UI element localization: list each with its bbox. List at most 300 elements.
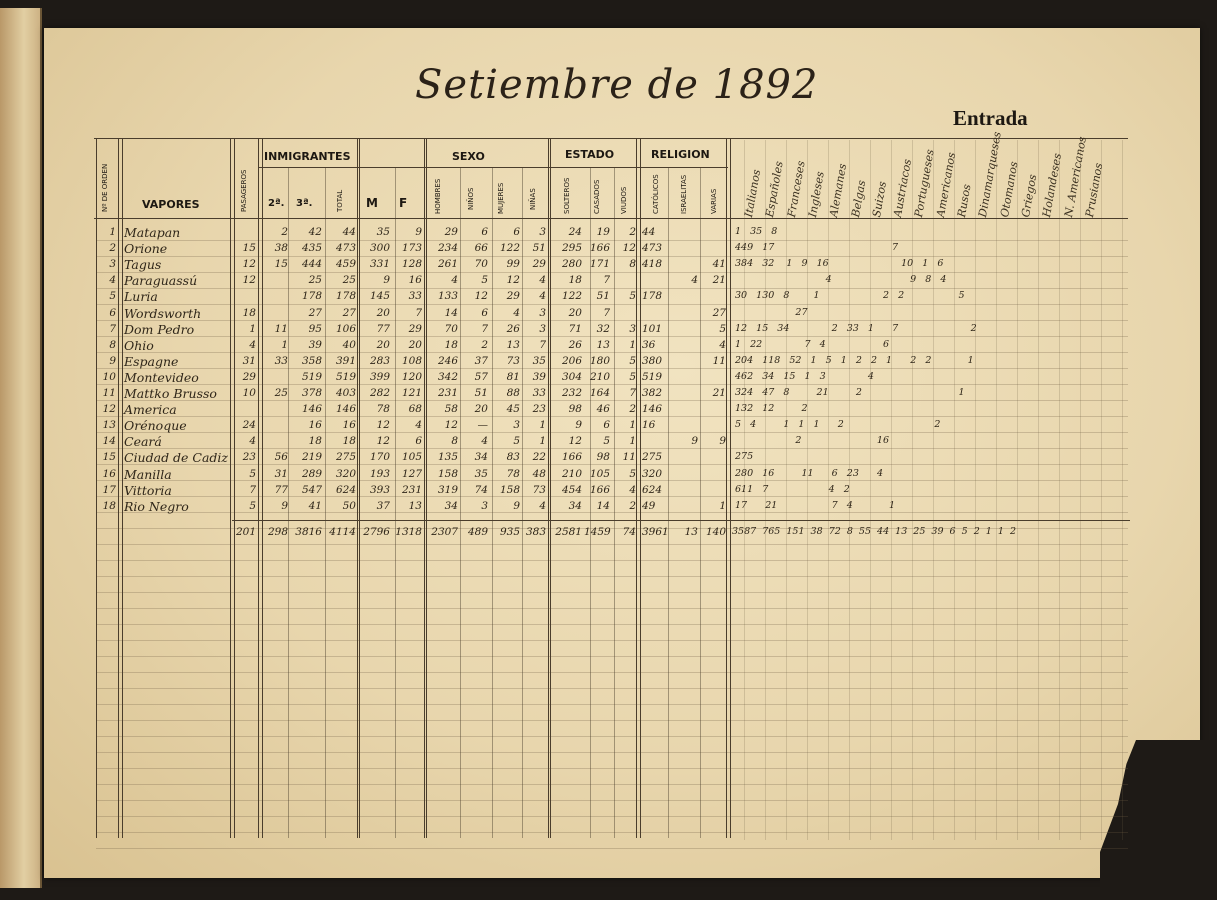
row-10-tot: 519 xyxy=(335,370,356,383)
row-10-f: 120 xyxy=(401,370,422,383)
row-11-c2: 25 xyxy=(274,387,288,399)
row-14-c3: 18 xyxy=(308,435,322,448)
row-13-n: 13 xyxy=(102,419,116,432)
row-7-pas: 1 xyxy=(249,322,256,335)
row-1-sol: 24 xyxy=(568,226,582,238)
row-10-n: 10 xyxy=(102,370,116,383)
row-13-cas: 6 xyxy=(603,419,610,432)
row-1-tot: 44 xyxy=(342,226,356,238)
row-16-viu: 5 xyxy=(629,467,636,480)
row-15-nationality-counts: 275 xyxy=(735,451,754,463)
row-18-m: 37 xyxy=(376,499,390,512)
row-18-nia: 4 xyxy=(539,499,546,512)
row-13-sol: 9 xyxy=(575,419,582,432)
row-2-cat: 473 xyxy=(642,242,663,255)
header-mujeres: MUJERES xyxy=(497,182,505,214)
row-5-f: 33 xyxy=(408,290,422,303)
row-14-ship-name: Ceará xyxy=(124,434,162,450)
row-15-c3: 219 xyxy=(301,451,322,464)
totals-m: 2796 xyxy=(363,526,390,538)
row-11-sol: 232 xyxy=(561,387,582,399)
header-sexo: SEXO xyxy=(452,150,485,163)
row-13-pas: 24 xyxy=(242,419,256,432)
row-14-nin: 4 xyxy=(481,435,488,448)
row-10-cas: 210 xyxy=(589,370,610,383)
nationality-holandeses: Holandeses xyxy=(1040,152,1065,219)
row-13-hom: 12 xyxy=(444,419,458,432)
row-17-tot: 624 xyxy=(335,483,356,496)
row-14-isr: 9 xyxy=(691,435,698,448)
row-9-c2: 33 xyxy=(274,354,288,367)
row-5-sol: 122 xyxy=(561,290,582,303)
header-sexo-f: F xyxy=(399,196,408,210)
row-15-m: 170 xyxy=(369,451,390,464)
row-6-var: 27 xyxy=(712,306,726,319)
row-5-cas: 51 xyxy=(596,290,610,303)
rule-totals xyxy=(232,520,1130,521)
row-18-cat: 49 xyxy=(642,499,656,512)
nationality-portugueses: Portugueses xyxy=(912,148,938,219)
row-15-n: 15 xyxy=(102,451,116,464)
totals-nia: 383 xyxy=(525,526,546,538)
row-10-hom: 342 xyxy=(437,370,458,383)
row-3-tot: 459 xyxy=(335,258,356,271)
header-religion: RELIGION xyxy=(651,148,710,161)
row-11-viu: 7 xyxy=(629,387,636,399)
row-8-viu: 1 xyxy=(629,338,636,351)
row-17-c2: 77 xyxy=(274,483,288,496)
ledger-row xyxy=(96,290,1126,306)
row-9-m: 283 xyxy=(369,354,390,367)
row-18-c2: 9 xyxy=(281,499,288,512)
row-4-pas: 12 xyxy=(242,274,256,287)
grid-line xyxy=(96,544,1128,545)
totals-c3: 3816 xyxy=(295,526,322,538)
row-2-tot: 473 xyxy=(335,242,356,255)
grid-line xyxy=(96,592,1128,593)
row-10-pas: 29 xyxy=(242,370,256,383)
row-3-var: 41 xyxy=(712,258,726,271)
nationality-espa-oles: Españoles xyxy=(763,160,786,219)
row-4-n: 4 xyxy=(109,274,116,287)
row-13-ship-name: Orénoque xyxy=(124,418,187,434)
row-4-nia: 4 xyxy=(539,274,546,287)
header-inmigrantes: INMIGRANTES xyxy=(264,150,351,163)
row-10-ship-name: Montevideo xyxy=(124,369,199,385)
row-3-cas: 171 xyxy=(589,258,610,271)
grid-line xyxy=(96,752,1128,753)
totals-tot: 4114 xyxy=(329,526,356,538)
row-10-c3: 519 xyxy=(301,370,322,383)
row-2-c3: 435 xyxy=(301,242,322,255)
row-7-cat: 101 xyxy=(642,322,663,335)
row-3-nin: 70 xyxy=(474,258,488,271)
row-13-nationality-counts: 5 4 1 1 1 2 2 xyxy=(735,419,941,431)
nationality-belgas: Belgas xyxy=(848,179,868,219)
row-6-pas: 18 xyxy=(242,306,256,319)
row-11-n: 11 xyxy=(102,387,116,399)
row-10-viu: 5 xyxy=(629,370,636,383)
row-4-tot: 25 xyxy=(342,274,356,287)
row-14-var: 9 xyxy=(719,435,726,448)
row-18-n: 18 xyxy=(102,499,116,512)
row-16-nin: 35 xyxy=(474,467,488,480)
row-12-cas: 46 xyxy=(596,403,610,416)
row-13-viu: 1 xyxy=(629,419,636,432)
row-9-viu: 5 xyxy=(629,354,636,367)
nationality-ingleses: Ingleses xyxy=(805,170,827,219)
row-16-n: 16 xyxy=(102,467,116,480)
totals-isr: 13 xyxy=(684,526,698,538)
row-8-sol: 26 xyxy=(568,338,582,351)
row-5-hom: 133 xyxy=(437,290,458,303)
row-16-pas: 5 xyxy=(249,467,256,480)
row-17-viu: 4 xyxy=(629,483,636,496)
totals-cas: 1459 xyxy=(584,526,611,538)
row-5-ship-name: Luria xyxy=(124,289,158,305)
row-8-hom: 18 xyxy=(444,338,458,351)
row-8-var: 4 xyxy=(719,338,726,351)
row-16-ship-name: Manilla xyxy=(124,466,172,482)
row-17-muj: 158 xyxy=(499,483,520,496)
row-17-cat: 624 xyxy=(642,483,663,496)
row-11-nin: 51 xyxy=(474,387,488,399)
row-6-c3: 27 xyxy=(308,306,322,319)
row-9-cas: 180 xyxy=(589,354,610,367)
row-2-muj: 122 xyxy=(499,242,520,255)
row-5-viu: 5 xyxy=(629,290,636,303)
rule-inmigrantes xyxy=(258,167,357,168)
grid-line xyxy=(96,688,1128,689)
row-14-nationality-counts: 2 16 xyxy=(735,435,890,447)
entrada-label: Entrada xyxy=(953,106,1028,130)
row-9-nia: 35 xyxy=(532,354,546,367)
row-15-c2: 56 xyxy=(274,451,288,464)
grid-line xyxy=(96,608,1128,609)
row-11-f: 121 xyxy=(401,387,422,399)
row-15-cas: 98 xyxy=(596,451,610,464)
row-6-sol: 20 xyxy=(568,306,582,319)
row-15-tot: 275 xyxy=(335,451,356,464)
row-10-nin: 57 xyxy=(474,370,488,383)
nationality-italianos: Italianos xyxy=(742,168,764,219)
row-6-tot: 27 xyxy=(342,306,356,319)
row-7-viu: 3 xyxy=(629,322,636,335)
row-9-var: 11 xyxy=(712,354,726,367)
row-11-hom: 231 xyxy=(437,387,458,399)
row-3-f: 128 xyxy=(401,258,422,271)
row-15-muj: 83 xyxy=(506,451,520,464)
row-15-cat: 275 xyxy=(642,451,663,464)
row-12-nia: 23 xyxy=(532,403,546,416)
row-14-cas: 5 xyxy=(603,435,610,448)
grid-line xyxy=(96,704,1128,705)
row-7-nia: 3 xyxy=(539,322,546,335)
nationality-austriacos: Austriacos xyxy=(891,158,915,219)
row-2-nationality-counts: 449 17 7 xyxy=(735,242,899,254)
row-17-nin: 74 xyxy=(474,483,488,496)
nationality-rusos: Rusos xyxy=(955,183,974,219)
row-12-nin: 20 xyxy=(474,403,488,416)
row-14-hom: 8 xyxy=(451,435,458,448)
row-1-ship-name: Matapan xyxy=(124,225,181,240)
row-7-nin: 7 xyxy=(481,322,488,335)
row-4-c3: 25 xyxy=(308,274,322,287)
row-12-m: 78 xyxy=(376,403,390,416)
row-8-cat: 36 xyxy=(642,338,656,351)
row-7-m: 77 xyxy=(376,322,390,335)
row-2-n: 2 xyxy=(109,242,116,255)
row-6-muj: 4 xyxy=(513,306,520,319)
row-10-muj: 81 xyxy=(506,370,520,383)
row-2-cas: 166 xyxy=(589,242,610,255)
row-6-hom: 14 xyxy=(444,306,458,319)
row-8-nia: 7 xyxy=(539,338,546,351)
row-9-f: 108 xyxy=(401,354,422,367)
row-18-var: 1 xyxy=(719,499,726,512)
row-3-c2: 15 xyxy=(274,258,288,271)
row-14-muj: 5 xyxy=(513,435,520,448)
row-6-cas: 7 xyxy=(603,306,610,319)
grid-line xyxy=(96,800,1128,801)
row-3-sol: 280 xyxy=(561,258,582,271)
row-12-n: 12 xyxy=(102,403,116,416)
row-1-nin: 6 xyxy=(481,226,488,238)
row-6-n: 6 xyxy=(109,306,116,319)
row-10-sol: 304 xyxy=(561,370,582,383)
row-11-nationality-counts: 324 47 8 21 2 1 xyxy=(735,387,965,398)
ledger-title: Setiembre de 1892 xyxy=(415,62,819,108)
row-1-c3: 42 xyxy=(308,226,322,238)
row-13-m: 12 xyxy=(376,419,390,432)
header-ninos: NIÑOS xyxy=(467,187,475,210)
row-2-ship-name: Orione xyxy=(124,241,168,257)
row-14-sol: 12 xyxy=(568,435,582,448)
totals-nationality-counts: 3587 765 151 38 72 8 55 44 13 25 39 6 5 2 1 1 2 xyxy=(732,526,1017,537)
header-hombres: HOMBRES xyxy=(434,178,442,214)
row-16-cas: 105 xyxy=(589,467,610,480)
row-2-hom: 234 xyxy=(437,242,458,255)
row-11-cas: 164 xyxy=(589,387,610,399)
row-13-tot: 16 xyxy=(342,419,356,432)
row-9-nationality-counts: 204 118 52 1 5 1 2 2 1 2 2 1 xyxy=(735,354,974,366)
row-4-nationality-counts: 4 9 8 4 xyxy=(735,274,947,286)
row-11-cat: 382 xyxy=(642,387,663,399)
row-12-c3: 146 xyxy=(301,403,322,416)
grid-line xyxy=(96,672,1128,673)
row-11-c3: 378 xyxy=(301,387,322,399)
header-inm-total: TOTAL xyxy=(336,189,344,212)
row-17-m: 393 xyxy=(369,483,390,496)
row-11-m: 282 xyxy=(369,387,390,399)
row-1-m: 35 xyxy=(376,226,390,238)
row-5-c3: 178 xyxy=(301,290,322,303)
row-6-nin: 6 xyxy=(481,306,488,319)
row-2-nia: 51 xyxy=(532,242,546,255)
row-14-m: 12 xyxy=(376,435,390,448)
row-3-muj: 99 xyxy=(506,258,520,271)
row-17-nationality-counts: 611 7 4 2 xyxy=(735,483,850,495)
header-catolicos: CATÓLICOS xyxy=(652,174,660,214)
header-estado: ESTADO xyxy=(565,148,615,161)
row-2-c2: 38 xyxy=(274,242,288,255)
row-13-c3: 16 xyxy=(308,419,322,432)
row-13-nia: 1 xyxy=(539,419,546,432)
row-18-nin: 3 xyxy=(481,499,488,512)
nationality-prusianos: Prusianos xyxy=(1082,162,1106,219)
row-10-cat: 519 xyxy=(642,370,663,383)
row-18-f: 13 xyxy=(408,499,422,512)
row-9-ship-name: Espagne xyxy=(124,353,179,369)
row-15-pas: 23 xyxy=(242,451,256,464)
row-4-muj: 12 xyxy=(506,274,520,287)
grid-line xyxy=(96,816,1128,817)
header-varias: VARIAS xyxy=(710,188,718,214)
row-12-hom: 58 xyxy=(444,403,458,416)
row-6-f: 7 xyxy=(415,306,422,319)
rule-estado xyxy=(548,167,638,168)
row-4-nin: 5 xyxy=(481,274,488,287)
row-5-muj: 29 xyxy=(506,290,520,303)
row-1-n: 1 xyxy=(109,226,116,238)
row-1-cat: 44 xyxy=(642,226,656,238)
row-12-viu: 2 xyxy=(629,403,636,416)
row-13-cat: 16 xyxy=(642,419,656,432)
row-8-nin: 2 xyxy=(481,338,488,351)
row-13-muj: 3 xyxy=(513,419,520,432)
row-1-cas: 19 xyxy=(596,226,610,238)
row-1-viu: 2 xyxy=(629,226,636,238)
row-4-sol: 18 xyxy=(568,274,582,287)
row-7-n: 7 xyxy=(109,322,116,335)
row-17-nia: 73 xyxy=(532,483,546,496)
row-16-f: 127 xyxy=(401,467,422,480)
row-14-pas: 4 xyxy=(249,435,256,448)
grid-line xyxy=(96,576,1128,577)
grid-line xyxy=(96,784,1128,785)
row-8-f: 20 xyxy=(408,338,422,351)
row-8-nationality-counts: 1 22 7 4 6 xyxy=(735,338,890,350)
row-3-hom: 261 xyxy=(437,258,458,271)
header-casados: CASADOS xyxy=(593,179,601,214)
row-11-var: 21 xyxy=(712,387,726,399)
header-viudos: VIUDOS xyxy=(620,186,628,214)
row-12-f: 68 xyxy=(408,403,422,416)
row-17-n: 17 xyxy=(102,483,116,496)
row-14-nia: 1 xyxy=(539,435,546,448)
row-9-pas: 31 xyxy=(242,354,256,367)
row-17-cas: 166 xyxy=(589,483,610,496)
header-israelitas: ISRAELITAS xyxy=(680,174,688,214)
row-4-hom: 4 xyxy=(451,274,458,287)
row-9-hom: 246 xyxy=(437,354,458,367)
row-3-nationality-counts: 384 32 1 9 16 10 1 6 xyxy=(735,258,944,270)
row-14-viu: 1 xyxy=(629,435,636,448)
nationality-n-americanos: N. Americanos xyxy=(1061,135,1089,219)
row-18-sol: 34 xyxy=(568,499,582,512)
header-pasageros: PASAGEROS xyxy=(240,169,248,212)
row-1-muj: 6 xyxy=(513,226,520,238)
row-2-pas: 15 xyxy=(242,242,256,255)
row-4-m: 9 xyxy=(383,274,390,287)
row-18-muj: 9 xyxy=(513,499,520,512)
row-11-pas: 10 xyxy=(242,387,256,399)
row-5-nin: 12 xyxy=(474,290,488,303)
row-3-c3: 444 xyxy=(301,258,322,271)
row-9-nin: 37 xyxy=(474,354,488,367)
totals-muj: 935 xyxy=(499,526,520,538)
row-12-nationality-counts: 132 12 2 xyxy=(735,403,808,415)
row-8-c3: 39 xyxy=(308,338,322,351)
row-5-nia: 4 xyxy=(539,290,546,303)
row-8-cas: 13 xyxy=(596,338,610,351)
row-17-sol: 454 xyxy=(561,483,582,496)
grid-line xyxy=(96,848,1128,849)
totals-f: 1318 xyxy=(395,526,422,538)
row-2-m: 300 xyxy=(369,242,390,255)
grid-line xyxy=(96,656,1128,657)
row-6-nationality-counts: 27 xyxy=(735,306,808,318)
totals-var: 140 xyxy=(705,526,726,538)
rule-religion xyxy=(638,167,728,168)
row-6-m: 20 xyxy=(376,306,390,319)
row-18-c3: 41 xyxy=(308,499,322,512)
header-inm-3: 3ª. xyxy=(296,198,313,209)
row-1-hom: 29 xyxy=(444,226,458,238)
row-8-n: 8 xyxy=(109,338,116,351)
row-15-f: 105 xyxy=(401,451,422,464)
row-4-isr: 4 xyxy=(691,274,698,287)
row-9-sol: 206 xyxy=(561,354,582,367)
row-8-m: 20 xyxy=(376,338,390,351)
header-sexo-m: M xyxy=(366,196,378,210)
row-14-n: 14 xyxy=(102,435,116,448)
row-15-nin: 34 xyxy=(474,451,488,464)
row-3-nia: 29 xyxy=(532,258,546,271)
row-1-c2: 2 xyxy=(281,226,288,238)
row-10-nationality-counts: 462 34 15 1 3 4 xyxy=(735,370,874,382)
row-10-nia: 39 xyxy=(532,370,546,383)
row-8-tot: 40 xyxy=(342,338,356,351)
grid-line xyxy=(96,720,1128,721)
row-12-ship-name: America xyxy=(124,402,177,418)
row-18-tot: 50 xyxy=(342,499,356,512)
rule-top xyxy=(94,138,1128,139)
header-vapores: VAPORES xyxy=(142,198,200,211)
header-ninas: NIÑAS xyxy=(529,188,537,210)
row-2-nin: 66 xyxy=(474,242,488,255)
totals-nin: 489 xyxy=(467,526,488,538)
row-5-n: 5 xyxy=(109,290,116,303)
grid-line xyxy=(96,768,1128,769)
row-7-var: 5 xyxy=(719,322,726,335)
nationality-dinamarqueses: Dinamarqueses xyxy=(976,130,1005,219)
row-16-hom: 158 xyxy=(437,467,458,480)
header-solteros: SOLTEROS xyxy=(563,177,571,214)
row-15-nia: 22 xyxy=(532,451,546,464)
row-15-sol: 166 xyxy=(561,451,582,464)
nationality-griegos: Griegos xyxy=(1018,173,1040,219)
grid-line xyxy=(96,736,1128,737)
row-8-c2: 1 xyxy=(281,338,288,351)
row-16-c3: 289 xyxy=(301,467,322,480)
row-18-cas: 14 xyxy=(596,499,610,512)
row-18-ship-name: Rio Negro xyxy=(124,498,189,514)
row-2-sol: 295 xyxy=(561,242,582,255)
totals-sol: 2581 xyxy=(555,526,582,538)
row-9-c3: 358 xyxy=(301,354,322,367)
row-8-pas: 4 xyxy=(249,338,256,351)
